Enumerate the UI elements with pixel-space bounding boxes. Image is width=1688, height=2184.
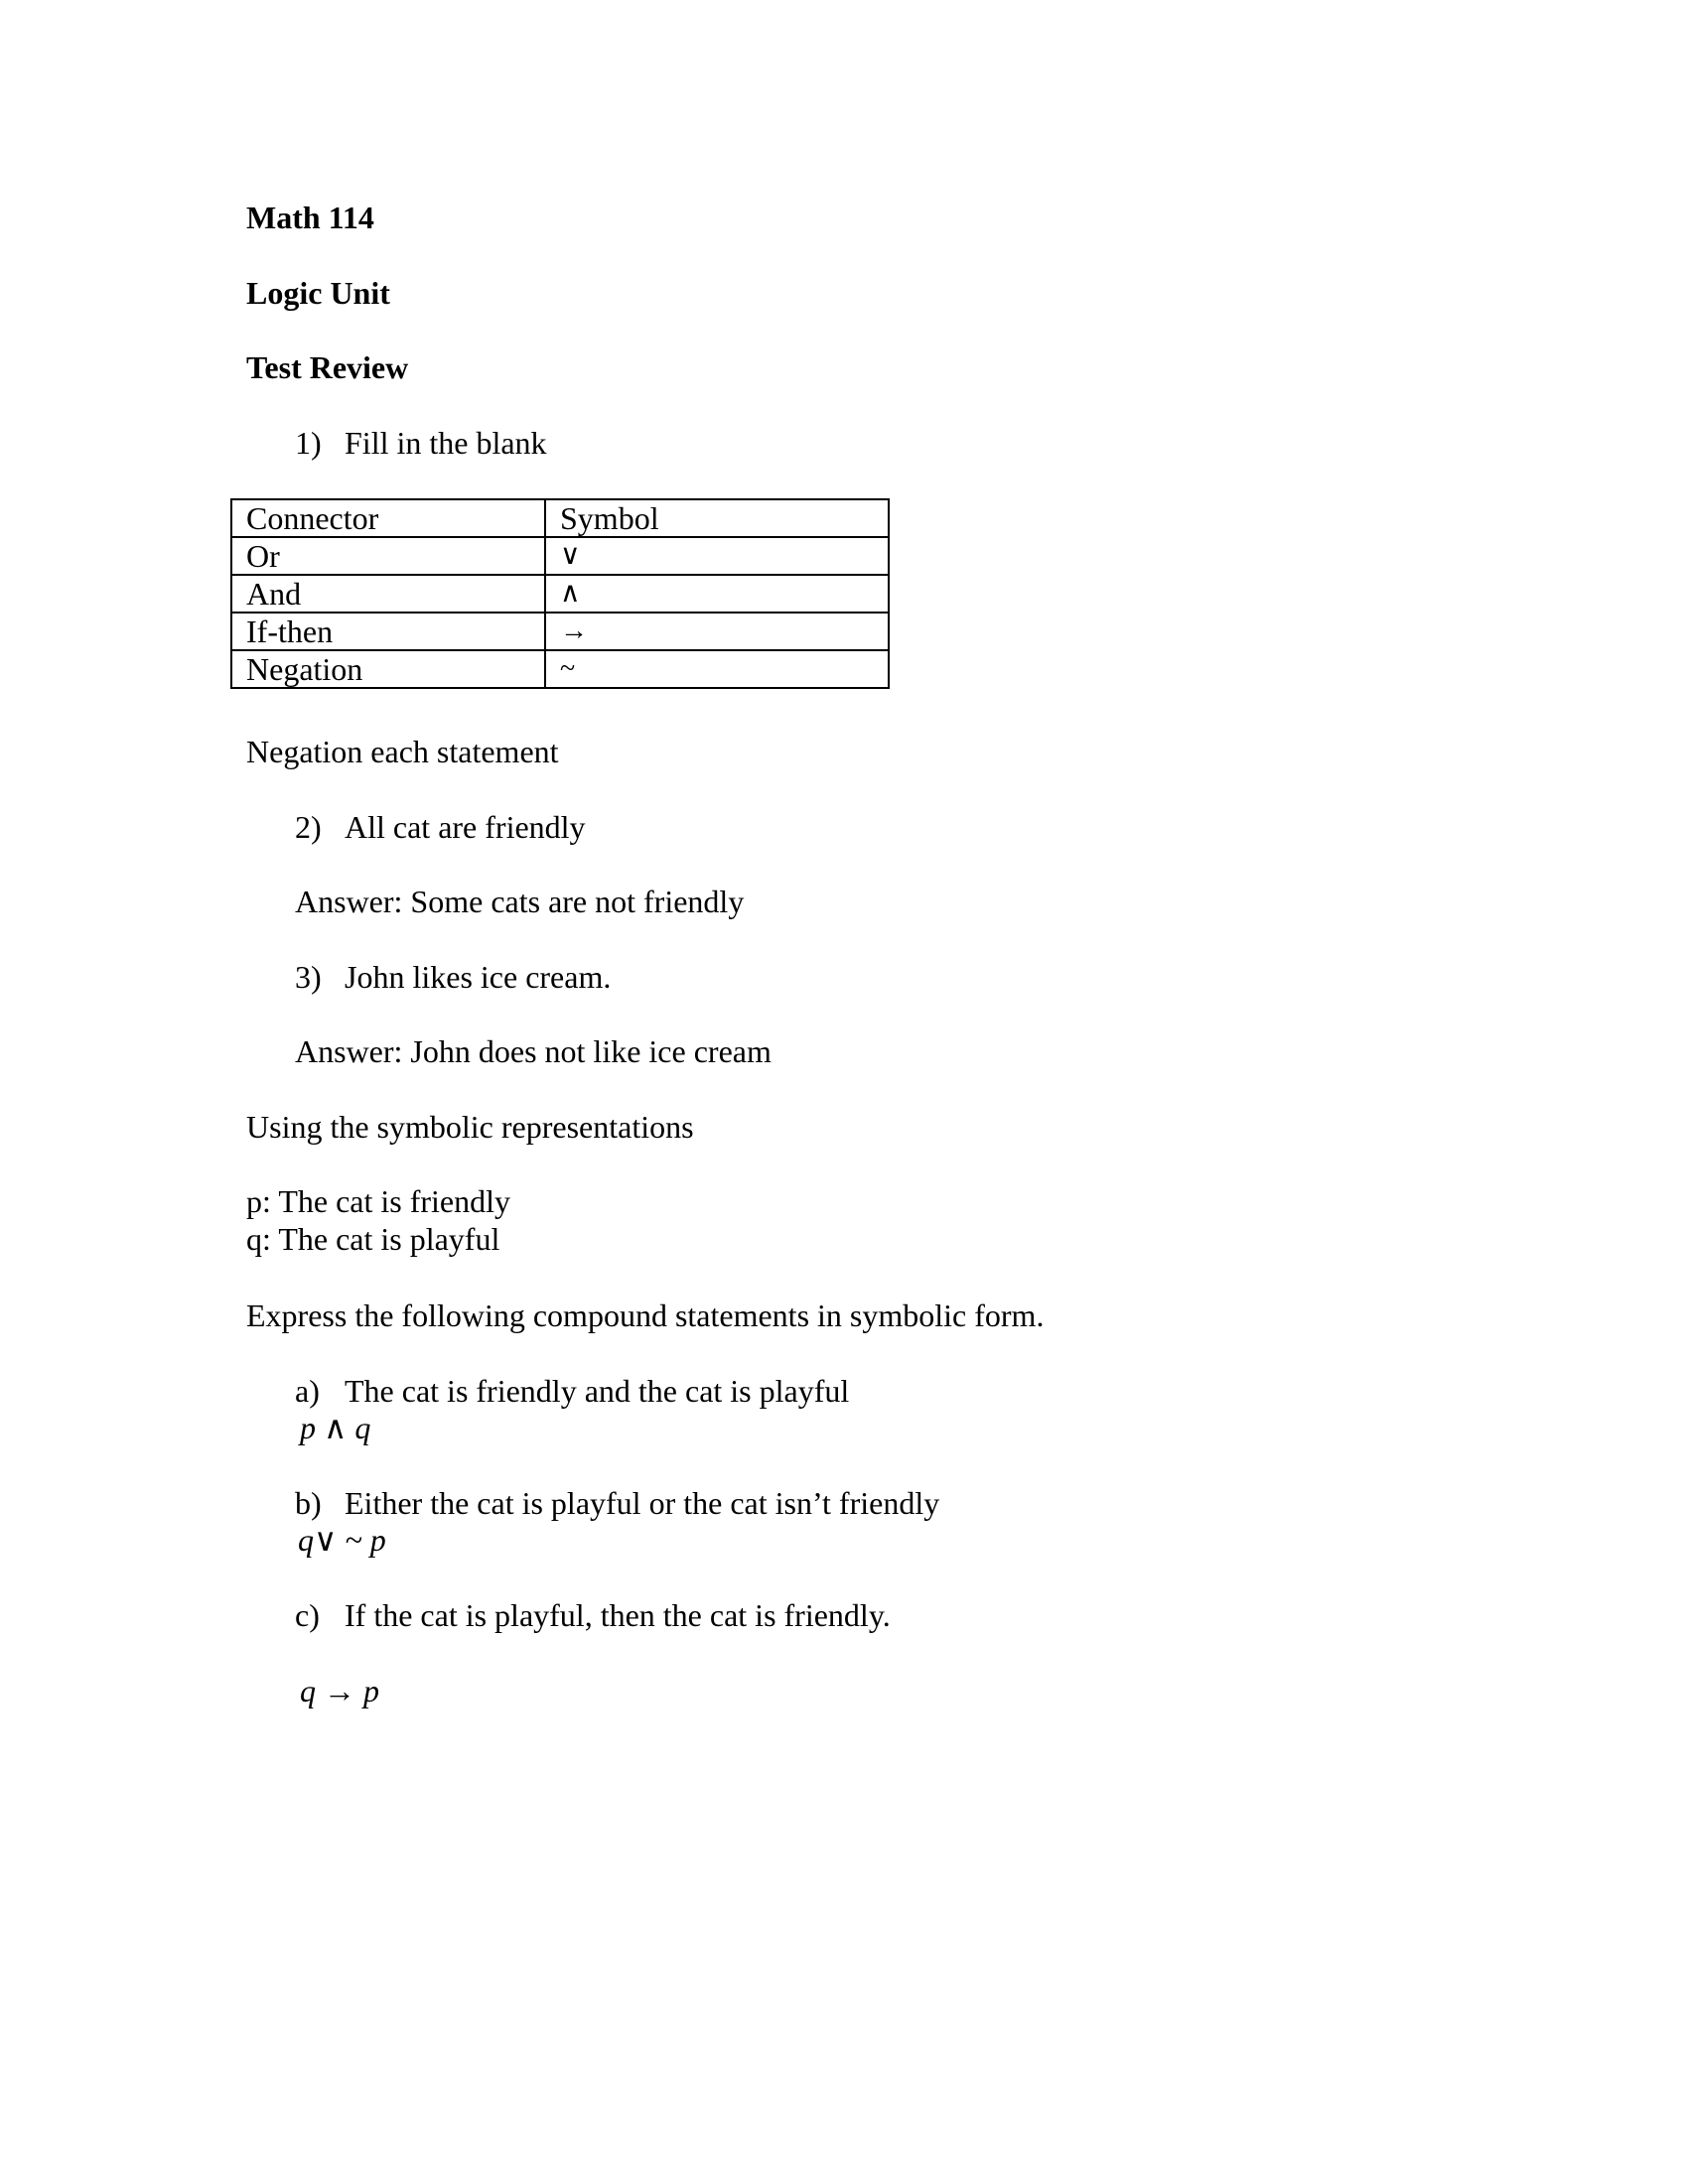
negation-heading: Negation each statement — [246, 734, 559, 769]
item-b-label: b) — [295, 1485, 322, 1521]
connector-cell: Or — [231, 537, 545, 575]
q2-number: 2) — [295, 809, 322, 845]
q2-text: All cat are friendly — [345, 809, 586, 845]
symbolic-heading: Using the symbolic representations — [246, 1109, 694, 1145]
q3-number: 3) — [295, 959, 322, 995]
connector-table — [230, 498, 890, 689]
table-header-row — [231, 499, 889, 537]
item-c-answer: q → p — [300, 1673, 379, 1708]
symbol-cell: → — [545, 613, 889, 650]
unit-title: Logic Unit — [246, 275, 390, 311]
item-b-answer: q∨ ~ p — [298, 1522, 386, 1558]
symbol-cell: ~ — [545, 650, 889, 688]
symbol-cell: ∧ — [545, 575, 889, 613]
q3-text: John likes ice cream. — [345, 959, 612, 995]
table-row — [231, 650, 889, 688]
course-title: Math 114 — [246, 200, 374, 235]
table-row — [231, 575, 889, 613]
item-b-text: Either the cat is playful or the cat isn’t friendly — [345, 1485, 940, 1521]
item-a-text: The cat is friendly and the cat is playful — [345, 1373, 850, 1409]
table-header-symbol: Symbol — [545, 499, 889, 537]
item-c-text: If the cat is playful, then the cat is friendly. — [345, 1597, 891, 1633]
connector-cell: And — [231, 575, 545, 613]
table-row — [231, 613, 889, 650]
page-title: Test Review — [246, 349, 409, 385]
q2-answer: Answer: Some cats are not friendly — [295, 884, 745, 919]
connector-cell: Negation — [231, 650, 545, 688]
q1-text: Fill in the blank — [345, 425, 547, 461]
compound-heading: Express the following compound statements in symbolic form. — [246, 1297, 1045, 1333]
symbol-cell: ∨ — [545, 537, 889, 575]
q1-number: 1) — [295, 425, 322, 461]
item-a-answer: p ∧ q — [300, 1410, 371, 1445]
q-definition: q: The cat is playful — [246, 1221, 500, 1257]
q3-answer: Answer: John does not like ice cream — [295, 1033, 772, 1069]
connector-cell: If-then — [231, 613, 545, 650]
table-row — [231, 537, 889, 575]
p-definition: p: The cat is friendly — [246, 1183, 510, 1219]
table-header-connector: Connector — [231, 499, 545, 537]
item-a-label: a) — [295, 1373, 320, 1409]
item-c-label: c) — [295, 1597, 320, 1633]
